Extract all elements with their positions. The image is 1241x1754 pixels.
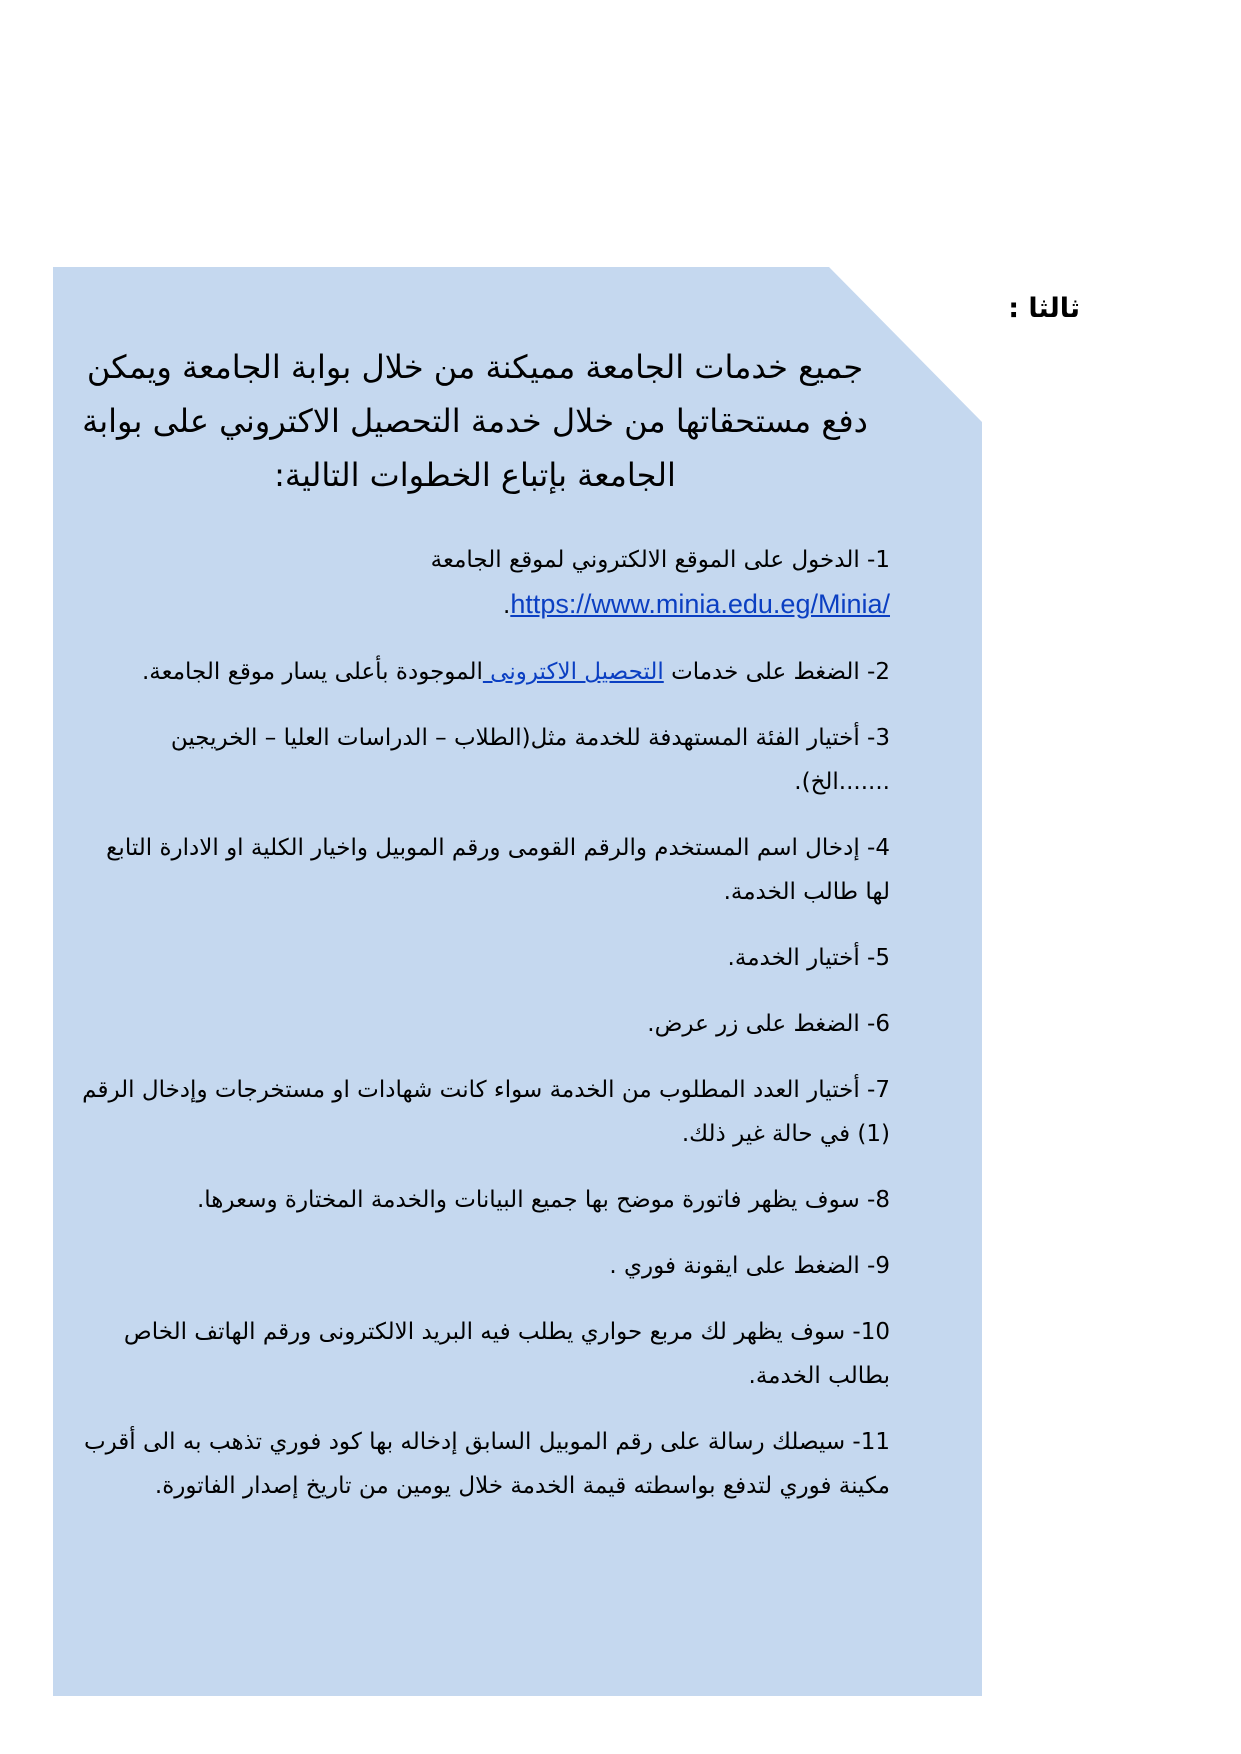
step-1-end: . [503,593,511,619]
step-4: 4- إدخال اسم المستخدم والرقم القومى ورقم الموبيل واخيار الكلية او الادارة التابع لها طالب الخدمة. [106,835,890,905]
step-8: 8- سوف يظهر فاتورة موضح بها جميع البيانات والخدمة المختارة وسعرها. [196,1187,890,1213]
step-3: 3- أختيار الفئة المستهدفة للخدمة مثل(الطلاب – الدراسات العليا – الخريجين .......الخ). [170,725,890,795]
university-website-link[interactable]: https://www.minia.edu.eg/Minia/ [510,589,890,619]
step-6: 6- الضغط على زر عرض. [647,1011,890,1037]
step-2 [80,650,890,694]
step-1 [80,538,890,628]
step-9: 9- الضغط على ايقونة فوري . [609,1253,890,1279]
steps-list [80,538,890,1530]
step-2-pre: 2- الضغط على خدمات [663,659,890,685]
step-1-text: 1- الدخول على الموقع الالكتروني لموقع الجامعة [430,547,890,573]
panel-heading: جميع خدمات الجامعة مميكنة من خلال بوابة الجامعة ويمكن دفع مستحقاتها من خلال خدمة التحصيل الاكتروني على بوابة الجامعة بإتباع الخطوات التالية: [82,348,868,494]
step-5: 5- أختيار الخدمة. [727,945,890,971]
e-collection-link[interactable]: التحصيل الاكترونى [482,659,664,685]
step-11: 11- سيصلك رسالة على رقم الموبيل السابق إدخاله بها كود فوري تذهب به الى أقرب مكينة فوري لتدفع بواسطته قيمة الخدمة خلال يومين من تاريخ إصدار الفاتورة. [83,1429,890,1499]
step-7: 7- أختيار العدد المطلوب من الخدمة سواء كانت شهادات او مستخرجات وإدخال الرقم (1) في حالة غير ذلك. [82,1077,890,1147]
step-2-post: الموجودة بأعلى يسار موقع الجامعة. [141,659,483,685]
step-10: 10- سوف يظهر لك مربع حواري يطلب فيه البريد الالكترونى ورقم الهاتف الخاص بطالب الخدمة. [123,1319,890,1389]
section-label: ثالثا : [1008,293,1080,324]
